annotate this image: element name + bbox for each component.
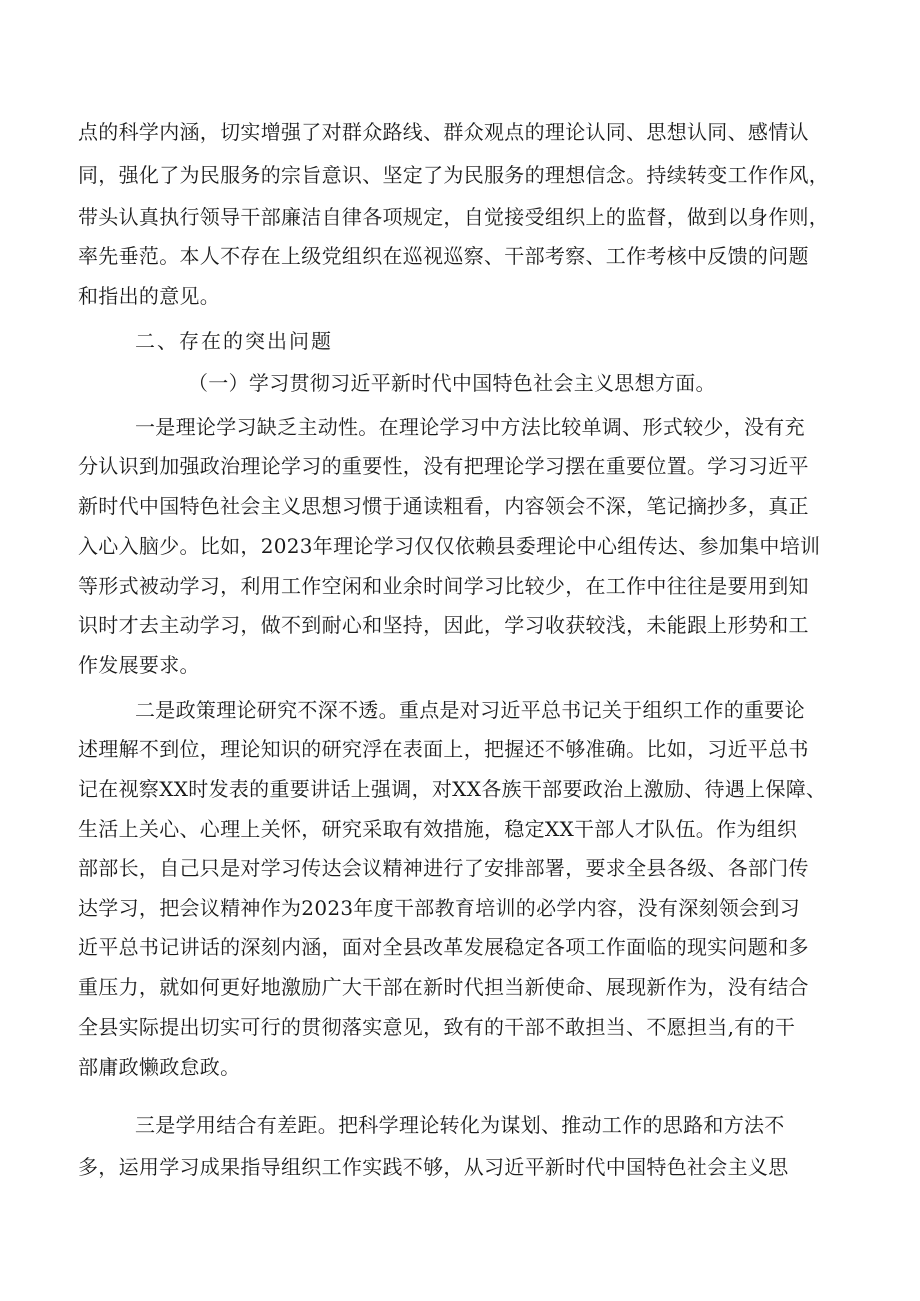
- body-text-line: 三是学用结合有差距。把科学理论转化为谋划、推动工作的思路和方法不: [135, 1113, 785, 1137]
- body-text-line: 点的科学内涵，切实增强了对群众路线、群众观点的理论认同、思想认同、感情认: [78, 120, 809, 144]
- body-text-line: 分认识到加强政治理论学习的重要性，没有把理论学习摆在重要位置。学习习近平: [78, 454, 809, 478]
- body-text-line: 同，强化了为民服务的宗旨意识、坚定了为民服务的理想信念。持续转变工作作风，: [78, 163, 830, 187]
- body-text-line: 记在视察XX时发表的重要讲话上强调，对XX各族干部要政治上激励、待遇上保障、: [78, 777, 827, 801]
- section-heading: 二、存在的突出问题: [135, 329, 333, 353]
- body-text-line: 一是理论学习缺乏主动性。在理论学习中方法比较单调、形式较少，没有充: [135, 415, 805, 439]
- body-text-line: 重压力，就如何更好地激励广大干部在新时代担当新使命、展现新作为，没有结合: [78, 975, 809, 999]
- body-text-line: 识时才去主动学习，做不到耐心和坚持，因此，学习收获较浅，未能跟上形势和工: [78, 613, 809, 637]
- body-text-line: 部部长，自己只是对学习传达会议精神进行了安排部署，要求全县各级、各部门传: [78, 856, 809, 880]
- body-text-line: 全县实际提出切实可行的贯彻落实意见，致有的干部不敢担当、不愿担当,有的干: [78, 1015, 796, 1039]
- body-text-line: 带头认真执行领导干部廉洁自律各项规定，自觉接受组织上的监督，做到以身作则，: [78, 205, 830, 229]
- body-text-line: 二是政策理论研究不深不透。重点是对习近平总书记关于组织工作的重要论: [135, 698, 805, 722]
- body-text-line: 达学习，把会议精神作为2023年度干部教育培训的必学内容，没有深刻领会到习: [78, 896, 800, 920]
- body-text-line: 入心入脑少。比如，2023年理论学习仅仅依赖县委理论中心组传达、参加集中培训: [78, 534, 821, 558]
- body-text-line: 述理解不到位，理论知识的研究浮在表面上，把握还不够准确。比如，习近平总书: [78, 737, 809, 761]
- body-text-line: 生活上关心、心理上关怀，研究采取有效措施，稳定XX干部人才队伍。作为组织: [78, 817, 798, 841]
- body-text-line: 近平总书记讲话的深刻内涵，面对全县改革发展稳定各项工作面临的现实问题和多: [78, 935, 809, 959]
- body-text-line: 率先垂范。本人不存在上级党组织在巡视巡察、干部考察、工作考核中反馈的问题: [78, 244, 809, 268]
- body-text-line: 多，运用学习成果指导组织工作实践不够，从习近平新时代中国特色社会主义思: [78, 1155, 789, 1179]
- body-text-line: 和指出的意见。: [78, 284, 221, 308]
- body-text-line: 部庸政懒政怠政。: [78, 1055, 241, 1079]
- body-text-line: 作发展要求。: [78, 653, 200, 677]
- body-text-line: 等形式被动学习，利用工作空闲和业余时间学习比较少，在工作中往往是要用到知: [78, 574, 809, 598]
- body-text-line: 新时代中国特色社会主义思想习惯于通读粗看，内容领会不深，笔记摘抄多，真正: [78, 494, 809, 518]
- subsection-heading: （一）学习贯彻习近平新时代中国特色社会主义思想方面。: [188, 371, 716, 395]
